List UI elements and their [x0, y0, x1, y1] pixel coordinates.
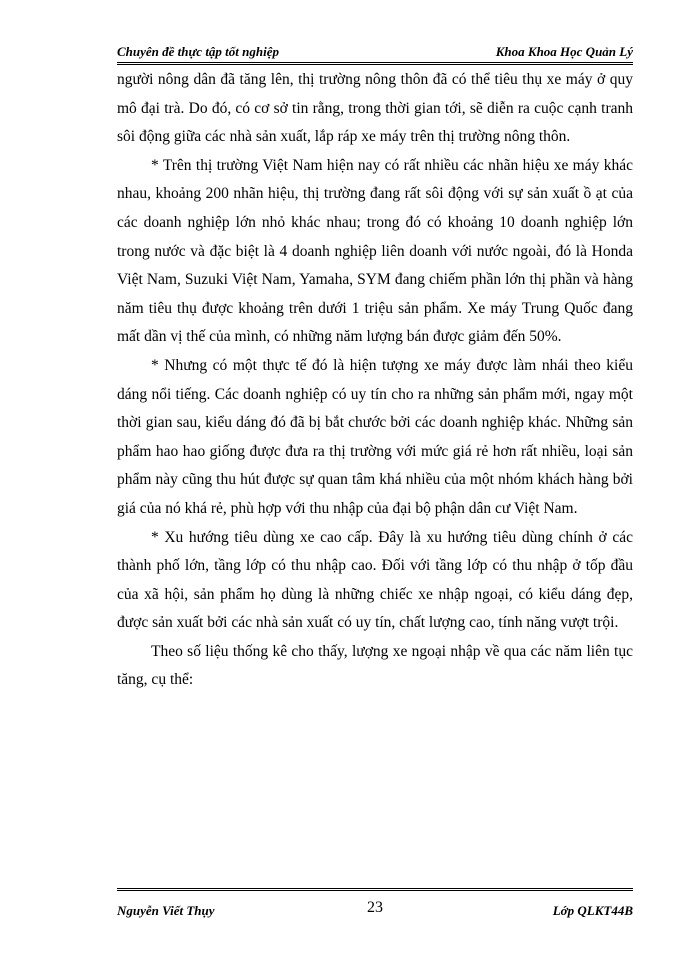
body-text	[117, 66, 633, 695]
page-footer	[117, 888, 633, 917]
page-header	[117, 40, 633, 65]
paragraph-continuation: người nông dân đã tăng lên, thị trường nông thôn đã có thể tiêu thụ xe máy ở quy mô đại trà. Do đó, có cơ sở tin rằng, trong thời gian tới, sẽ diễn ra cuộc cạnh tranh sôi động giữa các nhà sản xuất, lắp ráp xe máy trên thị trường nông thôn.	[117, 71, 633, 146]
paragraph-market-brands: * Trên thị trường Việt Nam hiện nay có rất nhiều các nhãn hiệu xe máy khác nhau, khoảng 200 nhãn hiệu, thị trường đang rất sôi động với sự sản xuất ồ ạt của các doanh nghiệp lớn nhỏ khác nhau; trong đó có khoảng 10 doanh nghiệp lớn trong nước và đặc biệt là 4 doanh nghiệp liên doanh với nước ngoài, đó là Honda Việt Nam, Suzuki Việt Nam, Yamaha, SYM đang chiếm phần lớn thị phần và hàng năm tiêu thụ được khoảng trên dưới 1 triệu sản phẩm. Xe máy Trung Quốc đang mất dần vị thế của mình, có những năm lượng bán được giảm đến 50%.	[117, 156, 633, 346]
faculty-label: Khoa Khoa Học Quản Lý	[495, 44, 633, 59]
page-number: 23	[367, 899, 383, 916]
paragraph-counterfeit-designs: * Nhưng có một thực tế đó là hiện tượng xe máy được làm nhái theo kiểu dáng nổi tiếng. Các doanh nghiệp có uy tín cho ra những sản phẩm mới, ngay một thời gian sau, kiểu dáng đó đã bị bắt chước bởi các doanh nghiệp khác. Những sản phẩm hao hao giống được đưa ra thị trường với mức giá rẻ hơn rất nhiều, loại sản phẩm này cũng thu hút được sự quan tâm khá nhiều của một nhóm khách hàng bởi giá của nó khá rẻ, phù hợp với thu nhập của đại bộ phận dân cư Việt Nam.	[117, 356, 633, 517]
class-label: Lớp QLKT44B	[552, 903, 633, 918]
document-type-label: Chuyên đề thực tập tốt nghiệp	[117, 44, 279, 59]
paragraph-statistics-intro: Theo số liệu thống kê cho thấy, lượng xe ngoại nhập về qua các năm liên tục tăng, cụ thể:	[117, 642, 633, 689]
paragraph-premium-trend: * Xu hướng tiêu dùng xe cao cấp. Đây là xu hướng tiêu dùng chính ở các thành phố lớn, tầng lớp có thu nhập cao. Đối với tầng lớp có thu nhập ở tốp đầu của xã hội, sản phẩm họ dùng là những chiếc xe nhập ngoại, có kiểu dáng đẹp, được sản xuất bởi các nhà sản xuất có uy tín, chất lượng cao, tính năng vượt trội.	[117, 528, 633, 632]
author-name: Nguyễn Viết Thụy	[117, 903, 215, 918]
